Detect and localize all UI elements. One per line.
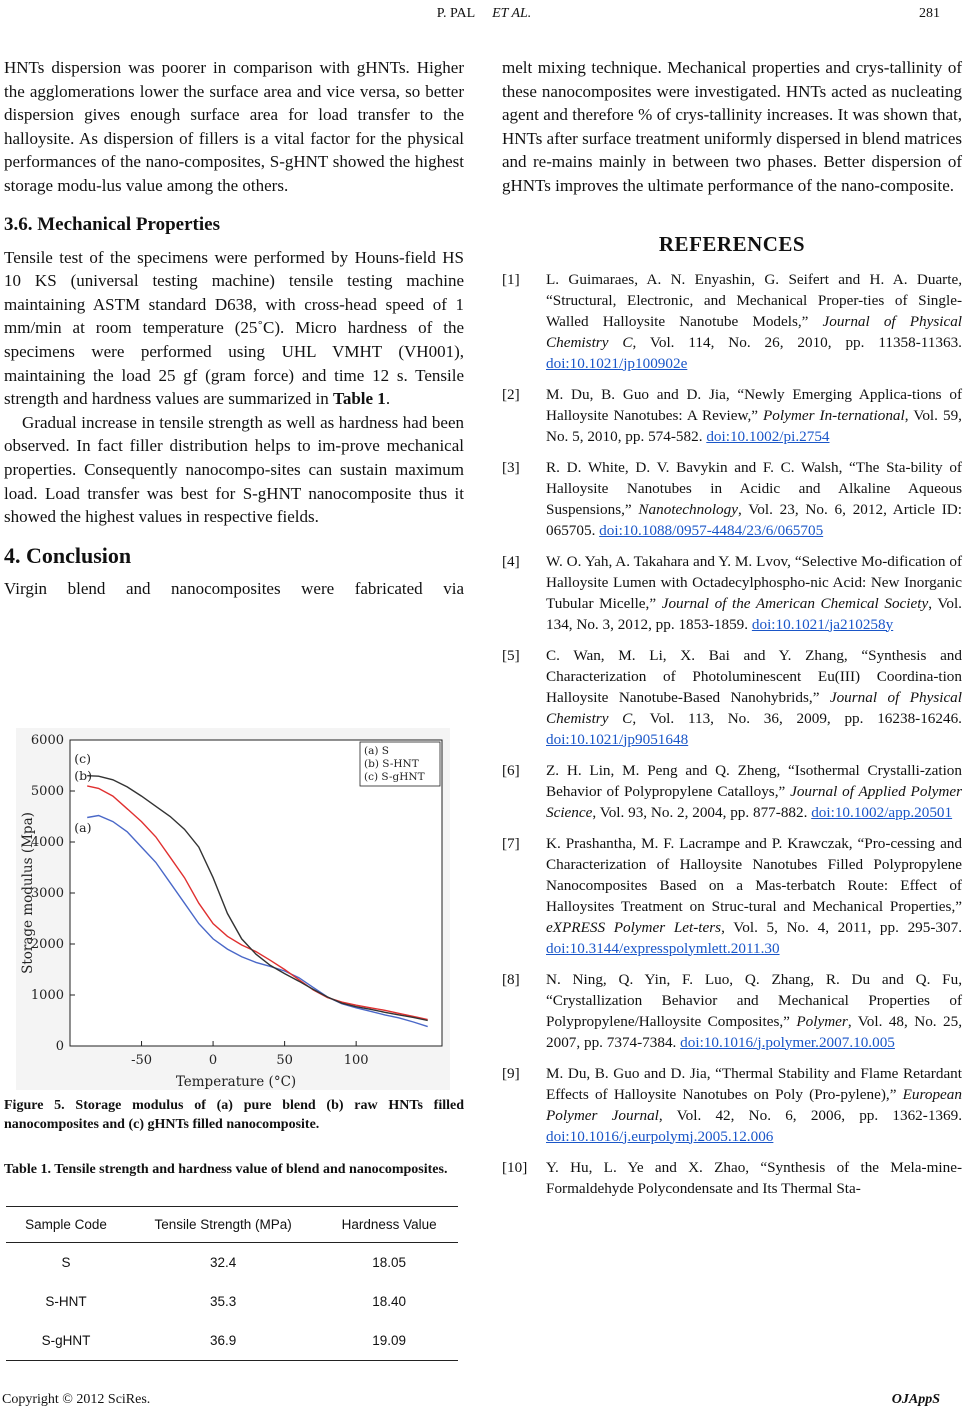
column-header: Hardness Value <box>320 1207 458 1243</box>
reference-details: , Vol. 93, No. 2, 2004, pp. 877-882. <box>592 803 812 821</box>
paragraph: melt mixing technique. Mechanical properties and crys-tallinity of these nanocomposites were investigated. HNTs acted as nucleating agent and therefore % of crys-tallinity increases. It was shown that, HNTs after surface treatment uniformly dispersed in blend matrices and re-mains mainly in between two phases. Better dispersion of gHNTs improves the ultimate performance of the nano-composite. <box>502 58 962 195</box>
table-row <box>6 1282 458 1321</box>
table-header-row <box>6 1207 458 1243</box>
table-cell: 35.3 <box>209 1294 237 1309</box>
paragraph: Gradual increase in tensile strength as well as hardness had been observed. In fact filler distribution helps to im-prove mechanical properties. Consequently nanocompo-sites can sustain maximum load. Load transfer was best for S-gHNT nanocomposite thus it showed the highest values in respective fields. <box>4 412 464 527</box>
storage-modulus-chart <box>16 728 450 1090</box>
curve-label: (c) <box>74 750 92 766</box>
reference-number: [1] <box>502 270 520 288</box>
reference-authors-title: M. Du, B. Guo and D. Jia, “Newly Emerging Applica-tions of Halloysite Nanotubes: A Review,” <box>546 385 962 424</box>
reference-item <box>502 457 962 541</box>
reference-journal: Journal of Physical Chemistry C <box>546 688 962 727</box>
reference-number: [4] <box>502 552 520 570</box>
reference-text <box>546 969 962 1053</box>
running-head <box>0 6 968 22</box>
section-heading: 3.6. Mechanical Properties <box>4 213 220 235</box>
journal-name: OJAppS <box>891 1392 940 1407</box>
reference-details: , Vol. 23, No. 6, 2012, Article ID: 065705. <box>546 500 962 539</box>
references-heading: REFERENCES <box>658 231 806 256</box>
reference-number: [2] <box>502 385 520 403</box>
x-tick-label: 0 <box>208 1053 218 1068</box>
reference-text <box>546 645 962 750</box>
reference-item <box>502 833 962 959</box>
reference-journal: eXPRESS Polymer Let-ters <box>546 918 722 936</box>
doi-link[interactable]: doi:10.1002/app.20501 <box>811 803 953 821</box>
header-authors: P. PAL <box>436 6 475 21</box>
reference-number: [5] <box>502 646 520 664</box>
reference-number: [7] <box>502 834 520 852</box>
doi-link[interactable]: doi:10.1016/j.eurpolymj.2005.12.006 <box>546 1127 774 1145</box>
reference-number: [10] <box>502 1158 528 1176</box>
reference-journal: Nanotechnology <box>638 500 738 518</box>
reference-text <box>546 1063 962 1147</box>
reference-number: [9] <box>502 1064 520 1082</box>
doi-link[interactable]: doi:10.1021/jp9051648 <box>546 730 689 748</box>
reference-details: , Vol. 59, No. 5, 2010, pp. 574-582. <box>546 406 962 445</box>
section-heading: 4. Conclusion <box>4 542 132 568</box>
reference-item <box>502 969 962 1053</box>
table-row <box>6 1321 458 1361</box>
reference-journal: Journal of Physical Chemistry C <box>546 312 963 351</box>
table-cell: S-gHNT <box>6 1321 126 1361</box>
reference-details: , Vol. 42, No. 6, 2006, pp. 1362-1369. <box>658 1106 962 1124</box>
table-cell: S-HNT <box>45 1294 87 1309</box>
reference-journal: Journal of the American Chemical Society <box>661 594 929 612</box>
y-tick-label: 0 <box>55 1039 64 1054</box>
column-header: Sample Code <box>6 1207 126 1243</box>
reference-item <box>502 1063 962 1147</box>
table-cell: 18.40 <box>372 1294 407 1309</box>
paragraph <box>4 246 464 411</box>
reference-item <box>502 1157 962 1199</box>
reference-number: [6] <box>502 761 520 779</box>
x-tick-label: 100 <box>343 1053 369 1068</box>
reference-text <box>546 833 962 959</box>
reference-details: , Vol. 134, No. 3, 2012, pp. 1853-1859. <box>546 594 962 633</box>
doi-link[interactable]: doi:10.1002/pi.2754 <box>706 427 830 445</box>
copyright: Copyright © 2012 SciRes. <box>2 1392 151 1407</box>
table-1 <box>6 1206 458 1361</box>
doi-link[interactable]: doi:10.1016/j.polymer.2007.10.005 <box>680 1033 895 1051</box>
table-reference: Table 1 <box>333 389 386 409</box>
reference-journal: Journal of Applied Polymer Science <box>546 782 962 821</box>
doi-link[interactable]: doi:10.3144/expresspolymlett.2011.30 <box>546 939 780 957</box>
doi-link[interactable]: doi:10.1088/0957-4484/23/6/065705 <box>599 521 824 539</box>
reference-authors-title: L. Guimaraes, A. N. Enyashin, G. Seifert and H. A. Duarte, “Structural, Electronic, and Mechanical Proper-ties of Single-Walled Halloysite Nanotube Models,” <box>546 270 962 330</box>
reference-authors-title: W. O. Yah, A. Takahara and Y. M. Lvov, “Selective Mo-dification of Halloysite Lumen with Octadecylphospho-nic Acid: New Inorganic Tubular Micelle,” <box>546 552 962 612</box>
legend-entry: (b) S-HNT <box>364 758 419 770</box>
reference-journal: European Polymer Journal <box>546 1085 962 1124</box>
reference-item <box>502 760 962 823</box>
legend-entry: (a) S <box>364 745 389 757</box>
reference-authors-title: K. Prashantha, M. F. Lacrampe and P. Krawczak, “Pro-cessing and Characterization of Halloysite Nanotubes Filled Polypropylene Nanocomposites Based on a Mas-terbatch Route: Effect of Halloysites Treatment on Struc-tural and Mechanical Properties,” <box>546 834 962 915</box>
reference-item <box>502 384 962 447</box>
table-cell: 19.09 <box>320 1321 458 1361</box>
reference-authors-title: C. Wan, M. Li, X. Bai and Y. Zhang, “Synthesis and Characterization of Photoluminescent Eu(III) Coordina-tion Halloysite Nanotube-Based Nanohybrids,” <box>546 646 962 706</box>
curve-label: (a) <box>74 819 92 835</box>
reference-text <box>546 269 962 374</box>
table-cell: 36.9 <box>126 1321 320 1361</box>
figure-5 <box>16 728 450 1090</box>
reference-item <box>502 269 962 374</box>
paragraph: HNTs dispersion was poorer in comparison with gHNTs. Higher the agglomerations lower the surface area and vice versa, so better dispersion gives enough surface area for load transfer to the halloysite. As dispersion of fillers is a vital factor for the physical performances of the nano-composites, S-gHNT showed the highest storage modu-lus value among the others. <box>4 58 464 195</box>
reference-authors-title: N. Ning, Q. Yin, F. Luo, Q. Zhang, R. Du and Q. Fu, “Crystallization Behavior and Mechanical Properties of Polypropylene/Halloysite Composites,” <box>546 970 962 1030</box>
reference-text <box>546 384 962 447</box>
reference-text <box>546 551 962 635</box>
reference-number: [3] <box>502 458 520 476</box>
table-row <box>6 1243 458 1283</box>
reference-authors-title: R. D. White, D. V. Bavykin and F. C. Walsh, “The Sta-bility of Halloysite Nanotubes in Acidic and Alkaline Aqueous Suspensions,” <box>546 458 962 518</box>
y-tick-label: 3000 <box>30 886 64 901</box>
table-cell: 32.4 <box>209 1255 237 1270</box>
paragraph: Virgin blend and nanocomposites were fabricated via <box>4 578 464 598</box>
paragraph-text: Tensile test of the specimens were performed by Houns-field HS 10 KS (universal testing machine) tensile testing machine maintaining ASTM standard D638, with cross-head speed of 1 mm/min at room temperature (25˚C). Micro hardness of the specimens were performed using UHL VMHT (VH001), maintaining the load 25 gf (gram force) and time 12 s. Tensile strength and hardness values are summarized in <box>4 247 464 409</box>
reference-details: , Vol. 48, No. 25, 2007, pp. 7374-7384. <box>546 1012 962 1051</box>
page-number: 281 <box>919 6 940 21</box>
reference-details: , Vol. 113, No. 36, 2009, pp. 16238-16246. <box>632 709 962 727</box>
table-caption: Table 1. Tensile strength and hardness value of blend and nanocomposites. <box>4 1162 448 1177</box>
curve-label: (b) <box>74 767 93 783</box>
y-tick-label: 1000 <box>30 988 64 1003</box>
column-header: Tensile Strength (MPa) <box>126 1207 320 1243</box>
y-tick-label: 2000 <box>30 937 64 952</box>
y-tick-label: 5000 <box>30 784 64 799</box>
reference-text <box>546 1157 962 1199</box>
reference-text <box>546 760 962 823</box>
reference-authors-title: M. Du, B. Guo and D. Jia, “Thermal Stability and Flame Retardant Effects of Halloysite Nanotubes on Poly (Pro-pylene),” <box>546 1064 962 1103</box>
paragraph-text: . <box>385 389 391 409</box>
figure-caption: Figure 5. Storage modulus of (a) pure blend (b) raw HNTs filled nanocomposites and (c) gHNTs filled nanocomposite. <box>4 1098 464 1132</box>
reference-authors-title: Z. H. Lin, M. Peng and Q. Zheng, “Isothermal Crystalli-zation Behavior of Polypropylene Catalloys,” <box>546 761 962 800</box>
reference-item <box>502 645 962 750</box>
x-axis-label: Temperature (°C) <box>175 1074 297 1090</box>
y-tick-label: 4000 <box>30 835 64 850</box>
reference-authors-title: Y. Hu, L. Ye and X. Zhao, “Synthesis of the Mela-mine-Formaldehyde Polycondensate and Its Thermal Sta- <box>546 1158 962 1197</box>
right-column <box>502 56 962 1209</box>
reference-item <box>502 551 962 635</box>
page-header <box>0 6 968 26</box>
reference-text <box>546 457 962 541</box>
table-cell: 18.05 <box>372 1255 407 1270</box>
reference-journal: Polymer <box>796 1012 848 1030</box>
legend-entry: (c) S-gHNT <box>364 771 425 783</box>
reference-details: , Vol. 114, No. 26, 2010, pp. 11358-11363. <box>632 333 962 351</box>
reference-journal: Polymer In-ternational <box>763 406 905 424</box>
reference-number: [8] <box>502 970 520 988</box>
doi-link[interactable]: doi:10.1021/jp100902e <box>546 354 688 372</box>
reference-list <box>502 269 962 1199</box>
x-tick-label: 50 <box>276 1053 293 1068</box>
left-column <box>4 56 464 1348</box>
y-tick-label: 6000 <box>30 733 64 748</box>
reference-details: , Vol. 5, No. 4, 2011, pp. 295-307. <box>721 918 962 936</box>
table-cell: S <box>61 1255 71 1270</box>
header-etal: ET AL. <box>492 6 532 21</box>
doi-link[interactable]: doi:10.1021/ja210258y <box>751 615 894 633</box>
x-tick-label: -50 <box>131 1053 153 1068</box>
y-axis-label: Storage modulus (Mpa) <box>20 812 36 974</box>
